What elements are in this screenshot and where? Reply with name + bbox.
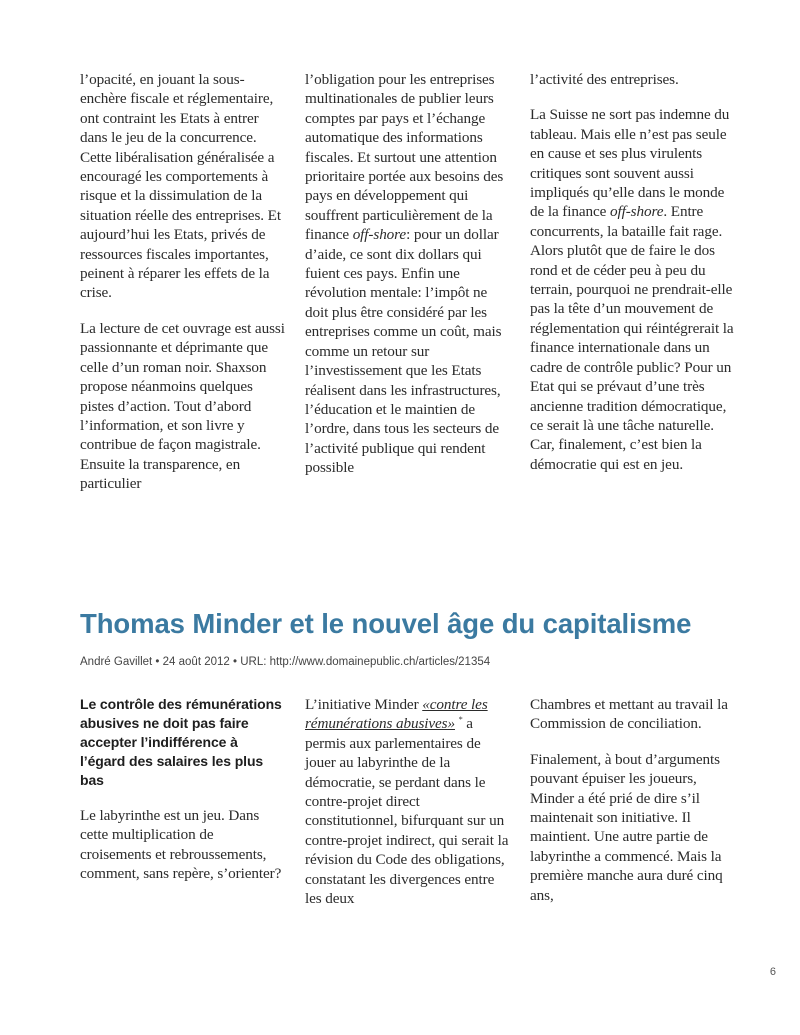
paragraph: Chambres et mettant au travail la Commission de conciliation.	[530, 696, 728, 733]
text-run: a permis aux parlementaires de jouer au labyrinthe de la démocratie, se perdant dans le contre-projet direct constitutionnel, bifurquant sur un contre-projet indirect, qui serait la révision du Code des obligations, constatant les divergences entre les deux	[305, 715, 509, 908]
prev-article-column-1	[80, 70, 285, 494]
prev-article-column-2	[305, 70, 510, 478]
emphasis: off-shore	[609, 203, 664, 221]
paragraph: La lecture de cet ouvrage est aussi passionnante et déprimante que celle d’un roman noir. Shaxson propose néanmoins quelques pistes d’action. Tout d’abord l’information, et son livre y contribue de façon magistrale. Ensuite la transparence, en particulier	[80, 319, 285, 493]
article-meta: André Gavillet • 24 août 2012 • URL: http://www.domainepublic.ch/articles/21354	[80, 656, 491, 668]
article-column-2	[305, 695, 510, 908]
paragraph: Le labyrinthe est un jeu. Dans cette multiplication de croisements et rebroussements, comment, sans repère, s’orienter?	[80, 807, 282, 883]
text-run: l’obligation pour les entreprises multinationales de publier leurs comptes par pays et l’échange automatique des informations fiscales. Et surtout une attention prioritaire portée aux besoins des pays en développement qui souffrent particulièrement de la finance	[305, 71, 504, 244]
text-run: . Entre concurrents, la bataille fait rage. Alors plutôt que de faire le dos rond et de céder peu à peu du terrain, pourquoi ne prendrait-elle pas la tête d’un mouvement de réglementation qui réintégrerait la finance internationale dans un cadre de contrôle public? Pour un Etat qui se prévaut d’une très ancienne tradition démocratique, ce serait là une tâche naturelle. Car, finalement, c’est bien la démocratie qui est en jeu.	[530, 203, 734, 473]
prev-article-column-3	[530, 70, 735, 474]
article-lead: Le contrôle des rémunérations abusives ne doit pas faire accepter l’indifférence à l’égard des salaires les plus bas	[80, 696, 282, 788]
footnote-marker: *	[458, 715, 463, 725]
paragraph	[530, 105, 735, 474]
article-title: Thomas Minder et le nouvel âge du capitalisme	[80, 608, 692, 639]
paragraph	[305, 695, 510, 908]
paragraph: l’opacité, en jouant la sous-enchère fiscale et réglementaire, ont contraint les Etats à entrer dans le jeu de la concurrence. Cette libéralisation généralisée a encouragé les comportements à risque et la dissimulation de la situation réelle des entreprises. Et aujourd’hui les Etats, privés de ressources fiscales importantes, peinent à réparer les effets de la crise.	[80, 71, 281, 302]
emphasis: off-shore	[352, 226, 407, 244]
paragraph: l’activité des entreprises.	[530, 71, 679, 88]
page-number: 6	[769, 966, 776, 978]
paragraph: Finalement, à bout d’arguments pouvant épuiser les joueurs, Minder a été prié de dire s’il maintenait son initiative. Il maintient. Une autre partie de labyrinthe a commencé. Mais la première manche aura duré cinq ans,	[530, 750, 723, 904]
article-column-3	[530, 695, 735, 905]
initiative-link[interactable]: «contre les rémunérations abusives»	[305, 696, 488, 733]
paragraph	[305, 70, 510, 478]
text-run: L’initiative Minder	[305, 696, 423, 713]
text-run: : pour un dollar d’aide, ce sont dix dollars qui fuient ces pays. Enfin une révolution mentale: l’impôt ne doit plus être considéré par les entreprises comme un coût, mais comme un retour sur l’investissement que les Etats réalisent dans les infrastructures, l’éducation et le maintien de l’ordre, dans tous les secteurs de l’activité publique qui rendent possible	[305, 226, 502, 477]
text-run: La Suisse ne sort pas indemne du tableau. Mais elle n’est pas seule en cause et ses plus virulents critiques sont souvent aussi impliqués qu’elle dans le monde de la finance	[530, 106, 730, 221]
article-column-1	[80, 695, 285, 884]
